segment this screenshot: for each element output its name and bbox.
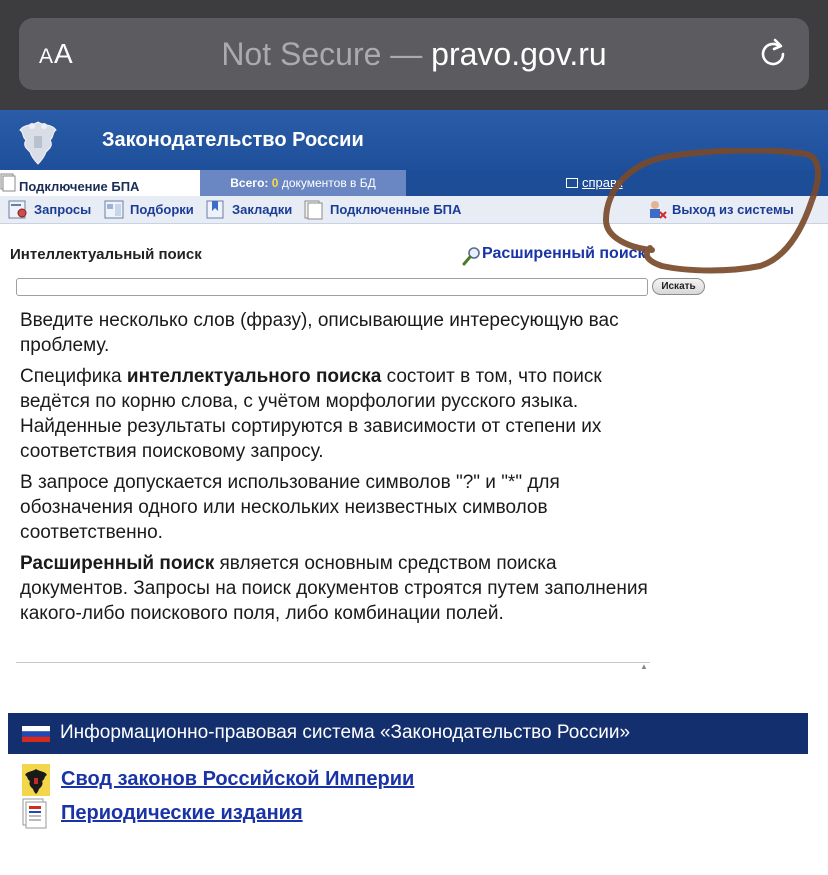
toolbar-item-label: Закладки	[232, 202, 293, 217]
scroll-up-icon[interactable]: ▲	[640, 662, 648, 671]
magnifier-icon	[462, 246, 482, 266]
help-paragraph: В запросе допускается использование символов "?" и "*" для обозначения одного или нескольких неизвестных символов соответственно.	[20, 472, 560, 543]
russian-flag-icon	[22, 726, 50, 742]
browser-chrome	[0, 0, 828, 110]
reload-icon[interactable]	[755, 36, 791, 72]
logout-icon	[646, 200, 668, 220]
queries-icon	[8, 200, 30, 220]
site-header	[0, 110, 828, 170]
status-row	[0, 170, 828, 196]
help-text-span: Специфика	[20, 366, 127, 387]
url-text[interactable]	[19, 36, 809, 72]
coat-of-arms-icon	[14, 116, 62, 168]
link-label: Периодические издания	[61, 802, 303, 824]
total-documents	[200, 170, 406, 196]
document-stack-icon	[0, 172, 16, 192]
total-prefix: Всего:	[230, 176, 269, 190]
collections-icon	[104, 200, 126, 220]
logout-label: Выход из системы	[672, 202, 794, 217]
help-text-span: состоит в том, что поиск ведётся по корню слова, с учётом морфологии русского языка. Найденные результаты сортируются в зависимости от степени их соответствия поисковому запросу.	[20, 366, 602, 462]
connected-bpa-icon	[304, 200, 326, 220]
bookmark-icon	[206, 200, 228, 220]
search-title: Интеллектуальный поиск	[10, 246, 202, 263]
toolbar	[0, 196, 828, 224]
help-label: справк	[582, 175, 623, 190]
aa-big: A	[54, 38, 74, 69]
search-button[interactable]: Искать	[652, 278, 705, 295]
url-security-prefix: Not Secure —	[221, 36, 432, 72]
aa-small: A	[39, 45, 55, 68]
content-divider	[16, 662, 650, 663]
site-title[interactable]: Законодательство России	[102, 129, 364, 151]
imperial-eagle-icon	[22, 764, 50, 796]
toolbar-item-label: Подборки	[130, 202, 194, 217]
advanced-search-label: Расширенный поиск	[482, 245, 646, 262]
total-count: 0	[271, 176, 279, 190]
toolbar-item-label: Подключенные БПА	[330, 202, 462, 217]
periodicals-icon	[22, 798, 50, 830]
help-text-span: является основным средством поиска документов. Запросы на поиск документов строятся путем заполнения какого-либо поискового поля, либо комбинации полей.	[20, 553, 648, 624]
bpa-label: Подключение БПА	[19, 179, 140, 194]
address-bar[interactable]	[19, 18, 809, 90]
help-paragraph	[20, 551, 650, 626]
help-paragraph: Введите несколько слов (фразу), описывающие интересующую вас проблему.	[20, 310, 619, 356]
search-help-text	[20, 308, 650, 632]
help-paragraph	[20, 364, 650, 464]
help-icon	[566, 178, 578, 188]
info-bar	[8, 713, 808, 754]
info-bar-label: Информационно-правовая система «Законодательство России»	[60, 722, 631, 743]
url-domain: pravo.gov.ru	[431, 36, 607, 72]
help-link[interactable]	[566, 175, 623, 190]
help-bold-term: Расширенный поиск	[20, 553, 215, 574]
total-suffix: документов в БД	[281, 176, 376, 190]
toolbar-item-label: Запросы	[34, 202, 92, 217]
help-bold-term: интеллектуального поиска	[126, 366, 382, 387]
link-label: Свод законов Российской Империи	[61, 768, 415, 790]
bpa-tab[interactable]	[0, 170, 200, 196]
search-input[interactable]	[16, 278, 648, 296]
